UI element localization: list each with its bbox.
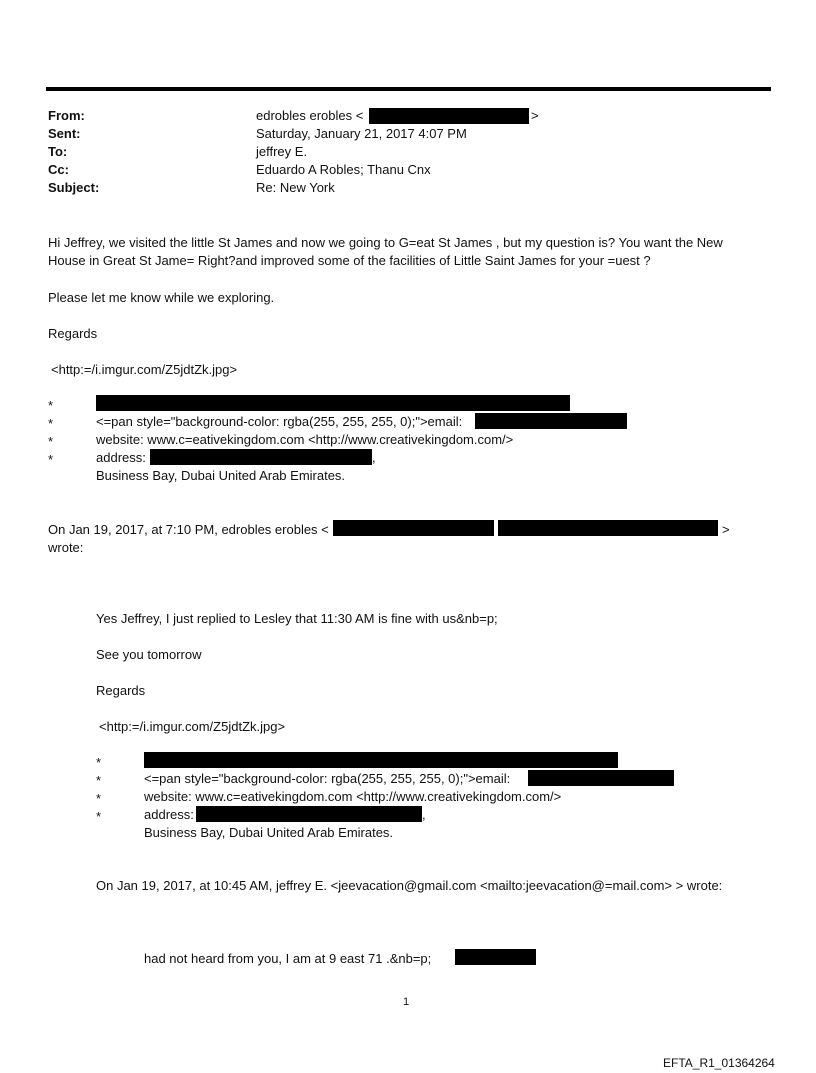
quoted-paragraph: See you tomorrow [96,647,202,662]
document-id: EFTA_R1_01364264 [663,1056,775,1070]
sent-label: Sent: [48,126,81,141]
subject-label: Subject: [48,180,100,195]
address-comma: , [372,450,376,465]
redaction-bar [528,770,674,786]
quoted-paragraph: had not heard from you, I am at 9 east 71 .&nb=p; [144,951,432,966]
quoted-paragraph: Yes Jeffrey, I just replied to Lesley that 11:30 AM is fine with us&nb=p; [96,611,498,626]
email-line: <=pan style="background-color: rgba(255, 255, 255, 0);">email: [144,771,511,786]
bullet: * [96,809,102,824]
redaction-bar [150,449,372,465]
bullet: * [96,773,102,788]
quote-header-suffix: > [722,522,730,537]
redaction-bar [369,108,529,124]
to-label: To: [48,144,68,159]
to-value: jeffrey E. [256,144,308,159]
image-link[interactable]: <http:=/i.imgur.com/Z5jdtZk.jpg> [51,362,238,377]
header-rule [46,87,771,91]
quote-header: On Jan 19, 2017, at 7:10 PM, edrobles erobles < [48,522,329,537]
redaction-bar [196,806,422,822]
quote-header: On Jan 19, 2017, at 10:45 AM, jeffrey E. <jeevacation@gmail.com <mailto:jeevacation@=mail.com> > wrote: [96,878,723,893]
redaction-bar [498,520,718,536]
body-paragraph-line: Hi Jeffrey, we visited the little St James and now we going to G=eat St James , but my question is? You want the New [48,235,723,250]
quote-header-wrote: wrote: [48,540,84,555]
redaction-bar [455,949,536,965]
image-link[interactable]: <http:=/i.imgur.com/Z5jdtZk.jpg> [99,719,286,734]
bullet: * [96,791,102,806]
subject-value: Re: New York [256,180,335,195]
address-comma: , [422,807,426,822]
address-label: address: [96,450,146,465]
bullet: * [48,452,54,467]
regards-text: Regards [48,326,98,341]
bullet: * [48,434,54,449]
address-label: address: [144,807,194,822]
redaction-bar [96,395,570,411]
website-line[interactable]: website: www.c=eativekingdom.com <http://www.creativekingdom.com/> [96,432,514,447]
sent-value: Saturday, January 21, 2017 4:07 PM [256,126,467,141]
from-label: From: [48,108,85,123]
website-line[interactable]: website: www.c=eativekingdom.com <http://www.creativekingdom.com/> [144,789,562,804]
bullet: * [48,398,54,413]
body-paragraph: Please let me know while we exploring. [48,290,275,305]
page-number: 1 [403,996,410,1008]
redaction-bar [333,520,494,536]
email-line: <=pan style="background-color: rgba(255, 255, 255, 0);">email: [96,414,463,429]
regards-text: Regards [96,683,146,698]
address-line: Business Bay, Dubai United Arab Emirates. [96,468,346,483]
redaction-bar [144,752,618,768]
from-value: edrobles erobles < [256,108,364,123]
cc-value: Eduardo A Robles; Thanu Cnx [256,162,431,177]
bullet: * [96,755,102,770]
address-line: Business Bay, Dubai United Arab Emirates. [144,825,394,840]
bullet: * [48,416,54,431]
from-suffix: > [531,108,539,123]
body-paragraph-line: House in Great St Jame= Right?and improved some of the facilities of Little Saint James for your =uest ? [48,253,651,268]
redaction-bar [475,413,627,429]
cc-label: Cc: [48,162,69,177]
